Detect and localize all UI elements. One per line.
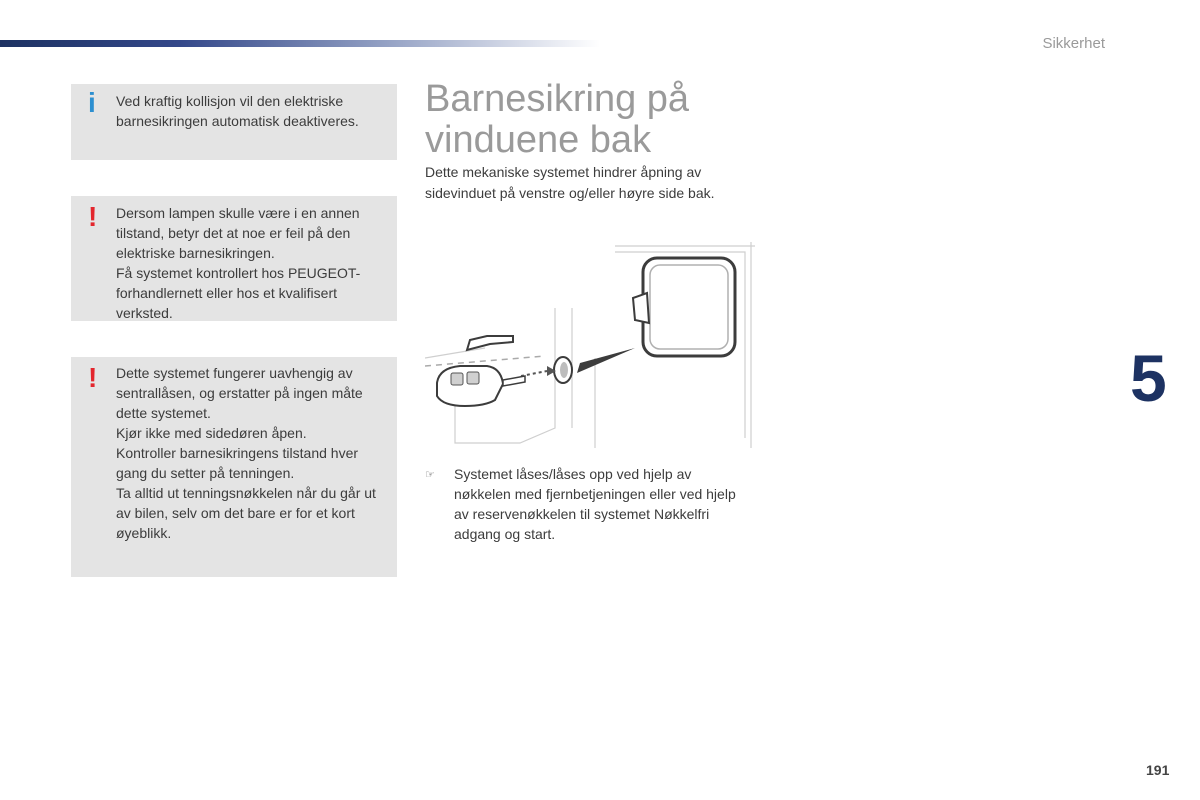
child-lock-barrel: [554, 357, 572, 383]
window-latch: [633, 293, 649, 323]
spare-key: [467, 336, 513, 350]
remote-key-fob: [437, 366, 525, 406]
child-lock-illustration: [425, 238, 755, 456]
pointing-hand-icon: ☞: [425, 469, 435, 481]
section-title: Sikkerhet: [1042, 35, 1105, 52]
info-icon: i: [88, 87, 96, 118]
info-note-text: Ved kraftig kollisjon vil den elektriske barnesikringen automatisk deaktiveres.: [116, 93, 359, 129]
page-number: 191: [1146, 762, 1170, 778]
zoom-pointer: [577, 348, 635, 373]
header-gradient-bar: [0, 40, 600, 47]
warning-icon: !: [88, 201, 98, 232]
instruction-text: Systemet låses/låses opp ved hjelp av nøkkelen med fjernbetjeningen eller ved hjelp av reservenøkkelen til systemet Nøkkelfri adgang og start.: [454, 466, 736, 542]
page-title: Barnesikring på vinduene bak: [425, 78, 690, 161]
info-note-box: [71, 84, 397, 160]
rear-window-frame: [643, 258, 735, 356]
warning-note-box: [71, 196, 397, 321]
warning-note-text: Dersom lampen skulle være i en annen tilstand, betyr det at noe er feil på den elektriske barnesikringen. Få systemet kontrollert hos PEUGEOT-forhandlernett eller hos et kvalifisert verksted.: [116, 205, 361, 321]
intro-paragraph: Dette mekaniske systemet hindrer åpning av sidevinduet på venstre og/eller høyre side bak.: [425, 164, 715, 201]
chapter-number: 5: [1130, 341, 1167, 415]
warning-note-box: [71, 357, 397, 577]
warning-icon: !: [88, 362, 98, 393]
warning-note-text: Dette systemet fungerer uavhengig av sentrallåsen, og erstatter på ingen måte dette systemet. Kjør ikke med sidedøren åpen. Kontroller barnesikringens tilstand hver gang du setter på tenningen. Ta alltid ut tenningsnøkkelen når du går ut av bilen, selv om det bare er for et kort øyeblikk.: [116, 365, 376, 541]
